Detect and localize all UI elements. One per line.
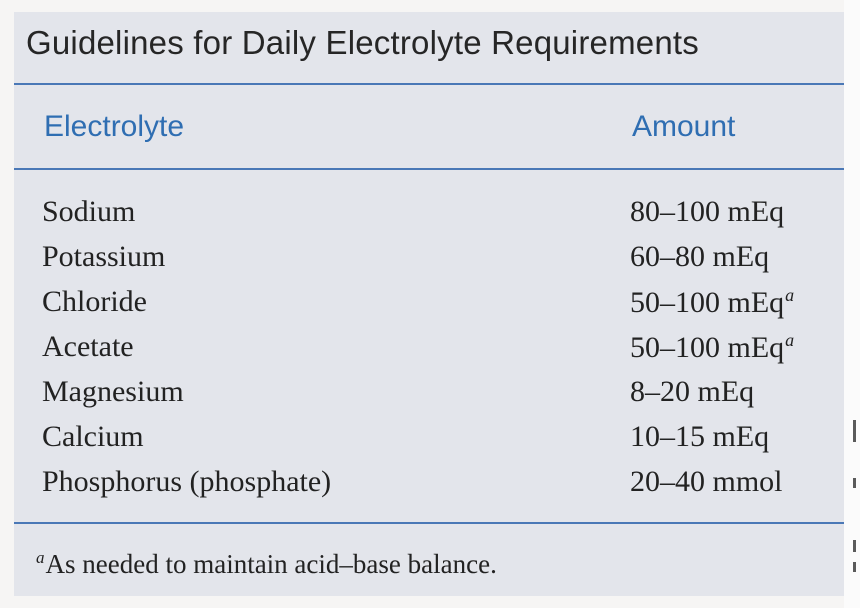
edge-mark xyxy=(853,478,856,488)
electrolyte-amount xyxy=(630,240,840,274)
header-rule xyxy=(14,168,846,170)
footer-rule xyxy=(14,522,846,524)
electrolyte-amount xyxy=(630,465,840,499)
page-edge xyxy=(844,0,860,608)
amount-value: 20–40 mmol xyxy=(630,465,783,498)
electrolyte-amount xyxy=(630,330,840,365)
electrolyte-amount xyxy=(630,375,840,409)
table-row xyxy=(0,420,860,465)
amount-value: 8–20 mEq xyxy=(630,375,755,408)
table-row xyxy=(0,195,860,240)
amount-value: 10–15 mEq xyxy=(630,420,770,453)
footnote-reference: a xyxy=(785,285,795,305)
table-title: Guidelines for Daily Electrolyte Requirements xyxy=(26,24,699,61)
amount-value: 50–100 mEq xyxy=(630,286,785,319)
electrolyte-name: Magnesium xyxy=(42,375,184,408)
table-row xyxy=(0,375,860,420)
electrolyte-name: Calcium xyxy=(42,420,144,453)
electrolyte-amount xyxy=(630,285,840,320)
electrolyte-name: Potassium xyxy=(42,240,166,273)
table-row xyxy=(0,240,860,285)
electrolyte-amount xyxy=(630,420,840,454)
electrolyte-name: Acetate xyxy=(42,330,134,363)
table-row xyxy=(0,285,860,330)
electrolyte-name: Sodium xyxy=(42,195,136,228)
column-header-electrolyte: Electrolyte xyxy=(44,110,185,143)
table-row xyxy=(0,330,860,375)
table-row xyxy=(0,465,860,510)
amount-value: 60–80 mEq xyxy=(630,240,770,273)
amount-value: 50–100 mEq xyxy=(630,331,785,364)
footnote-reference: a xyxy=(785,330,795,350)
amount-value: 80–100 mEq xyxy=(630,195,785,228)
footnote xyxy=(36,548,497,580)
table-body xyxy=(0,195,860,510)
edge-mark xyxy=(853,420,856,442)
footnote-text: As needed to maintain acid–base balance. xyxy=(45,549,497,579)
electrolyte-amount xyxy=(630,195,840,229)
electrolyte-name: Chloride xyxy=(42,285,147,318)
column-header-amount: Amount xyxy=(632,110,736,143)
electrolyte-name: Phosphorus (phosphate) xyxy=(42,465,332,498)
edge-mark xyxy=(853,540,856,552)
footnote-marker: a xyxy=(36,548,45,567)
title-rule xyxy=(14,83,846,85)
edge-mark xyxy=(853,562,856,572)
